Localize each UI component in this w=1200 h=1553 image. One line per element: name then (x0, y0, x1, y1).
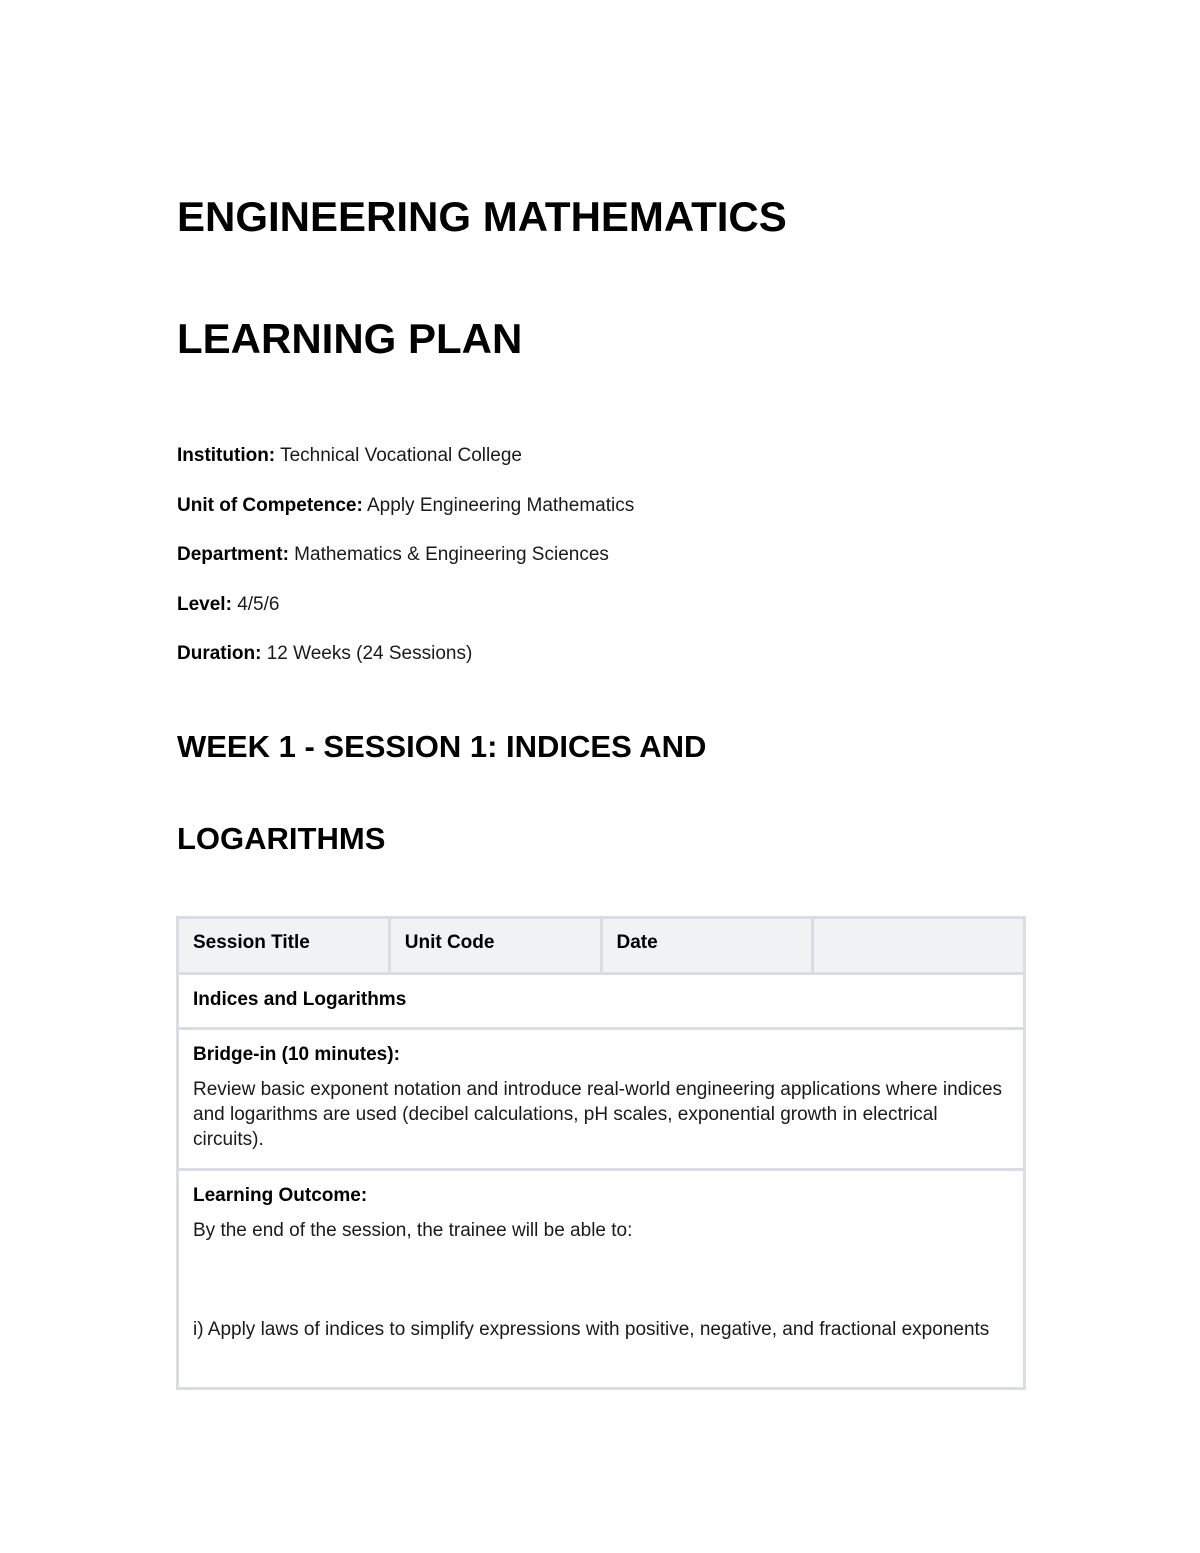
learning-outcome-item-1: i) Apply laws of indices to simplify expressions with positive, negative, and fractional exponents (193, 1319, 990, 1340)
document-title-line-1: ENGINEERING MATHEMATICS (177, 193, 787, 240)
header-session-title: Session Title (178, 918, 390, 974)
table-row-bridge-in (178, 1029, 1025, 1170)
meta-level-value: 4/5/6 (231, 594, 280, 615)
bridge-in-text: Review basic exponent notation and introduce real-world engineering applications where indices and logarithms are used (decibel calculations, pH scales, exponential growth in electrical circuits). (193, 1079, 1003, 1150)
meta-level-key: Level: (177, 594, 232, 615)
session-title-cell (178, 974, 1025, 1029)
header-empty (813, 918, 1025, 974)
meta-duration (177, 642, 472, 666)
bridge-in-label: Bridge-in (10 minutes): (193, 1044, 400, 1065)
meta-unit-key: Unit of Competence: (177, 495, 363, 516)
meta-institution (177, 444, 522, 468)
meta-unit-value: Apply Engineering Mathematics (362, 495, 635, 516)
bridge-in-cell (178, 1029, 1025, 1170)
table-row-learning-outcome (178, 1170, 1025, 1389)
table-row-session-title (178, 974, 1025, 1029)
header-unit-code: Unit Code (389, 918, 601, 974)
document-title-line-2: LEARNING PLAN (177, 315, 523, 362)
learning-outcome-label: Learning Outcome: (193, 1185, 368, 1206)
table-header-row (178, 918, 1025, 974)
session-title-value: Indices and Logarithms (193, 989, 407, 1010)
meta-department-value: Mathematics & Engineering Sciences (288, 544, 609, 565)
meta-unit-of-competence (177, 494, 634, 518)
learning-outcome-intro: By the end of the session, the trainee will be able to: (193, 1220, 633, 1241)
meta-institution-value: Technical Vocational College (275, 445, 522, 466)
header-date: Date (601, 918, 813, 974)
session-plan-table (176, 916, 1026, 1390)
section-heading-line-2: LOGARITHMS (177, 821, 386, 856)
meta-institution-key: Institution: (177, 445, 276, 466)
meta-department (177, 543, 609, 567)
meta-department-key: Department: (177, 544, 289, 565)
learning-outcome-cell (178, 1170, 1025, 1389)
meta-duration-key: Duration: (177, 643, 262, 664)
meta-level (177, 593, 279, 617)
meta-duration-value: 12 Weeks (24 Sessions) (261, 643, 473, 664)
section-heading-line-1: WEEK 1 - SESSION 1: INDICES AND (177, 729, 707, 764)
